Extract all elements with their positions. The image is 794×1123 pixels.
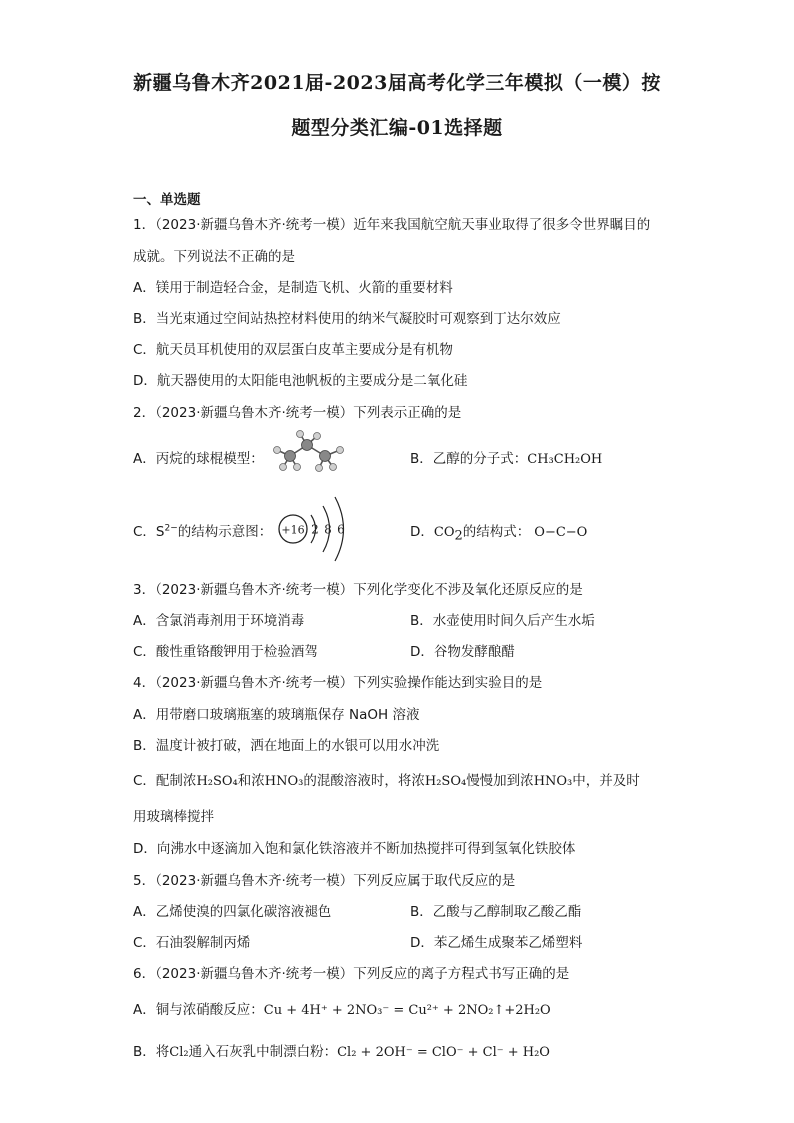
h2so4-formula: H₂SO₄ bbox=[196, 774, 238, 789]
document-title-line1: 新疆乌鲁木齐2021届-2023届高考化学三年模拟（一模）按 bbox=[133, 72, 661, 94]
q1-option-b: B．当光束通过空间站热控材料使用的纳米气凝胶时可观察到丁达尔效应 bbox=[133, 311, 561, 327]
q3-option-c: C．酸性重铬酸钾用于检验酒驾 bbox=[133, 644, 318, 660]
q4-c-text-3: 的混酸溶液时，将浓 bbox=[303, 773, 425, 789]
sulfide-ion-structure-diagram bbox=[278, 492, 358, 566]
co2-structural-formula: O−C−O bbox=[534, 525, 588, 540]
q5-option-b: B．乙酸与乙醇制取乙酸乙酯 bbox=[410, 904, 582, 920]
nucleus-charge: +16 bbox=[281, 523, 305, 537]
propane-ball-stick-model bbox=[265, 430, 355, 475]
q1-option-a: A．镁用于制造轻合金，是制造飞机、火箭的重要材料 bbox=[133, 280, 453, 296]
q1-stem-line1: 1．（2023·新疆乌鲁木齐·统考一模）近年来我国航空航天事业取得了很多令世界瞩目的 bbox=[133, 217, 651, 233]
q5-option-c: C．石油裂解制丙烯 bbox=[133, 935, 251, 951]
q2-option-b bbox=[410, 447, 602, 467]
q2-option-c bbox=[133, 520, 272, 540]
q3-option-a: A．含氯消毒剂用于环境消毒 bbox=[133, 613, 305, 629]
q2-c-prefix: C．S bbox=[133, 524, 165, 540]
q6-option-b bbox=[133, 1040, 550, 1060]
q2-c-charge: 2− bbox=[164, 523, 178, 534]
q6-b-suffix: 通入石灰乳中制漂白粉： bbox=[188, 1044, 338, 1060]
q4-option-a: A．用带磨口玻璃瓶塞的玻璃瓶保存 NaOH 溶液 bbox=[133, 707, 420, 723]
q6-a-equation: Cu + 4H⁺ + 2NO₃⁻ = Cu²⁺ + 2NO₂↑+2H₂O bbox=[263, 1003, 551, 1018]
q3-option-d: D．谷物发酵酿醋 bbox=[410, 644, 515, 660]
q4-option-c-line2: 用玻璃棒搅拌 bbox=[133, 809, 214, 825]
q3-stem: 3．（2023·新疆乌鲁木齐·统考一模）下列化学变化不涉及氧化还原反应的是 bbox=[133, 582, 583, 598]
h2so4-formula-2: H₂SO₄ bbox=[424, 774, 467, 789]
q2-d-suffix: 的结构式： bbox=[462, 524, 531, 540]
ethanol-formula: CH₃CH₂OH bbox=[527, 452, 603, 467]
q4-c-text-2: 和浓 bbox=[237, 773, 265, 789]
q6-b-equation: Cl₂ + 2OH⁻ = ClO⁻ + Cl⁻ + H₂O bbox=[337, 1045, 550, 1060]
q4-c-text-5: 中，并及时 bbox=[572, 773, 640, 789]
q2-option-d bbox=[410, 520, 587, 544]
cl2-formula: Cl₂ bbox=[169, 1045, 189, 1060]
q2-c-suffix: 的结构示意图： bbox=[177, 524, 273, 540]
q1-option-d: D．航天器使用的太阳能电池帆板的主要成分是二氧化硅 bbox=[133, 373, 468, 389]
q4-option-c-line1 bbox=[133, 769, 640, 789]
q2-option-b-label: B．乙醇的分子式： bbox=[410, 451, 528, 467]
q1-stem-line2: 成就。下列说法不正确的是 bbox=[133, 249, 295, 265]
q4-option-b: B．温度计被打破，洒在地面上的水银可以用水冲洗 bbox=[133, 738, 440, 754]
shell-2-electrons: 8 bbox=[324, 522, 332, 537]
q3-option-b: B．水壶使用时间久后产生水垢 bbox=[410, 613, 595, 629]
q5-option-d: D．苯乙烯生成聚苯乙烯塑料 bbox=[410, 935, 583, 951]
shell-3-electrons: 6 bbox=[337, 522, 345, 537]
q5-stem: 5．（2023·新疆乌鲁木齐·统考一模）下列反应属于取代反应的是 bbox=[133, 873, 516, 889]
document-title-line2: 题型分类汇编-01选择题 bbox=[291, 117, 503, 139]
q4-c-text-1: C．配制浓 bbox=[133, 773, 197, 789]
shell-1-electrons: 2 bbox=[311, 522, 319, 537]
section-heading: 一、单选题 bbox=[133, 192, 201, 208]
q6-a-label: A．铜与浓硝酸反应： bbox=[133, 1002, 264, 1018]
q4-c-text-4: 慢慢加到浓 bbox=[466, 773, 534, 789]
q4-option-d: D．向沸水中逐滴加入饱和氯化铁溶液并不断加热搅拌可得到氢氧化铁胶体 bbox=[133, 841, 576, 857]
q4-stem: 4．（2023·新疆乌鲁木齐·统考一模）下列实验操作能达到实验目的是 bbox=[133, 675, 543, 691]
q2-stem: 2．（2023·新疆乌鲁木齐·统考一模）下列表示正确的是 bbox=[133, 405, 462, 421]
hno3-formula: HNO₃ bbox=[264, 774, 304, 789]
hno3-formula-2: HNO₃ bbox=[533, 774, 573, 789]
co2-subscript: 2 bbox=[454, 528, 463, 544]
q2-option-a-label: A．丙烷的球棍模型： bbox=[133, 451, 264, 467]
q2-d-prefix: D． bbox=[410, 524, 434, 540]
co2-formula: CO bbox=[433, 525, 455, 540]
q1-option-c: C．航天员耳机使用的双层蛋白皮革主要成分是有机物 bbox=[133, 342, 453, 358]
q5-option-a: A．乙烯使溴的四氯化碳溶液褪色 bbox=[133, 904, 332, 920]
q6-stem: 6．（2023·新疆乌鲁木齐·统考一模）下列反应的离子方程式书写正确的是 bbox=[133, 966, 570, 982]
q6-option-a bbox=[133, 998, 551, 1018]
q6-b-prefix: B．将 bbox=[133, 1044, 170, 1060]
